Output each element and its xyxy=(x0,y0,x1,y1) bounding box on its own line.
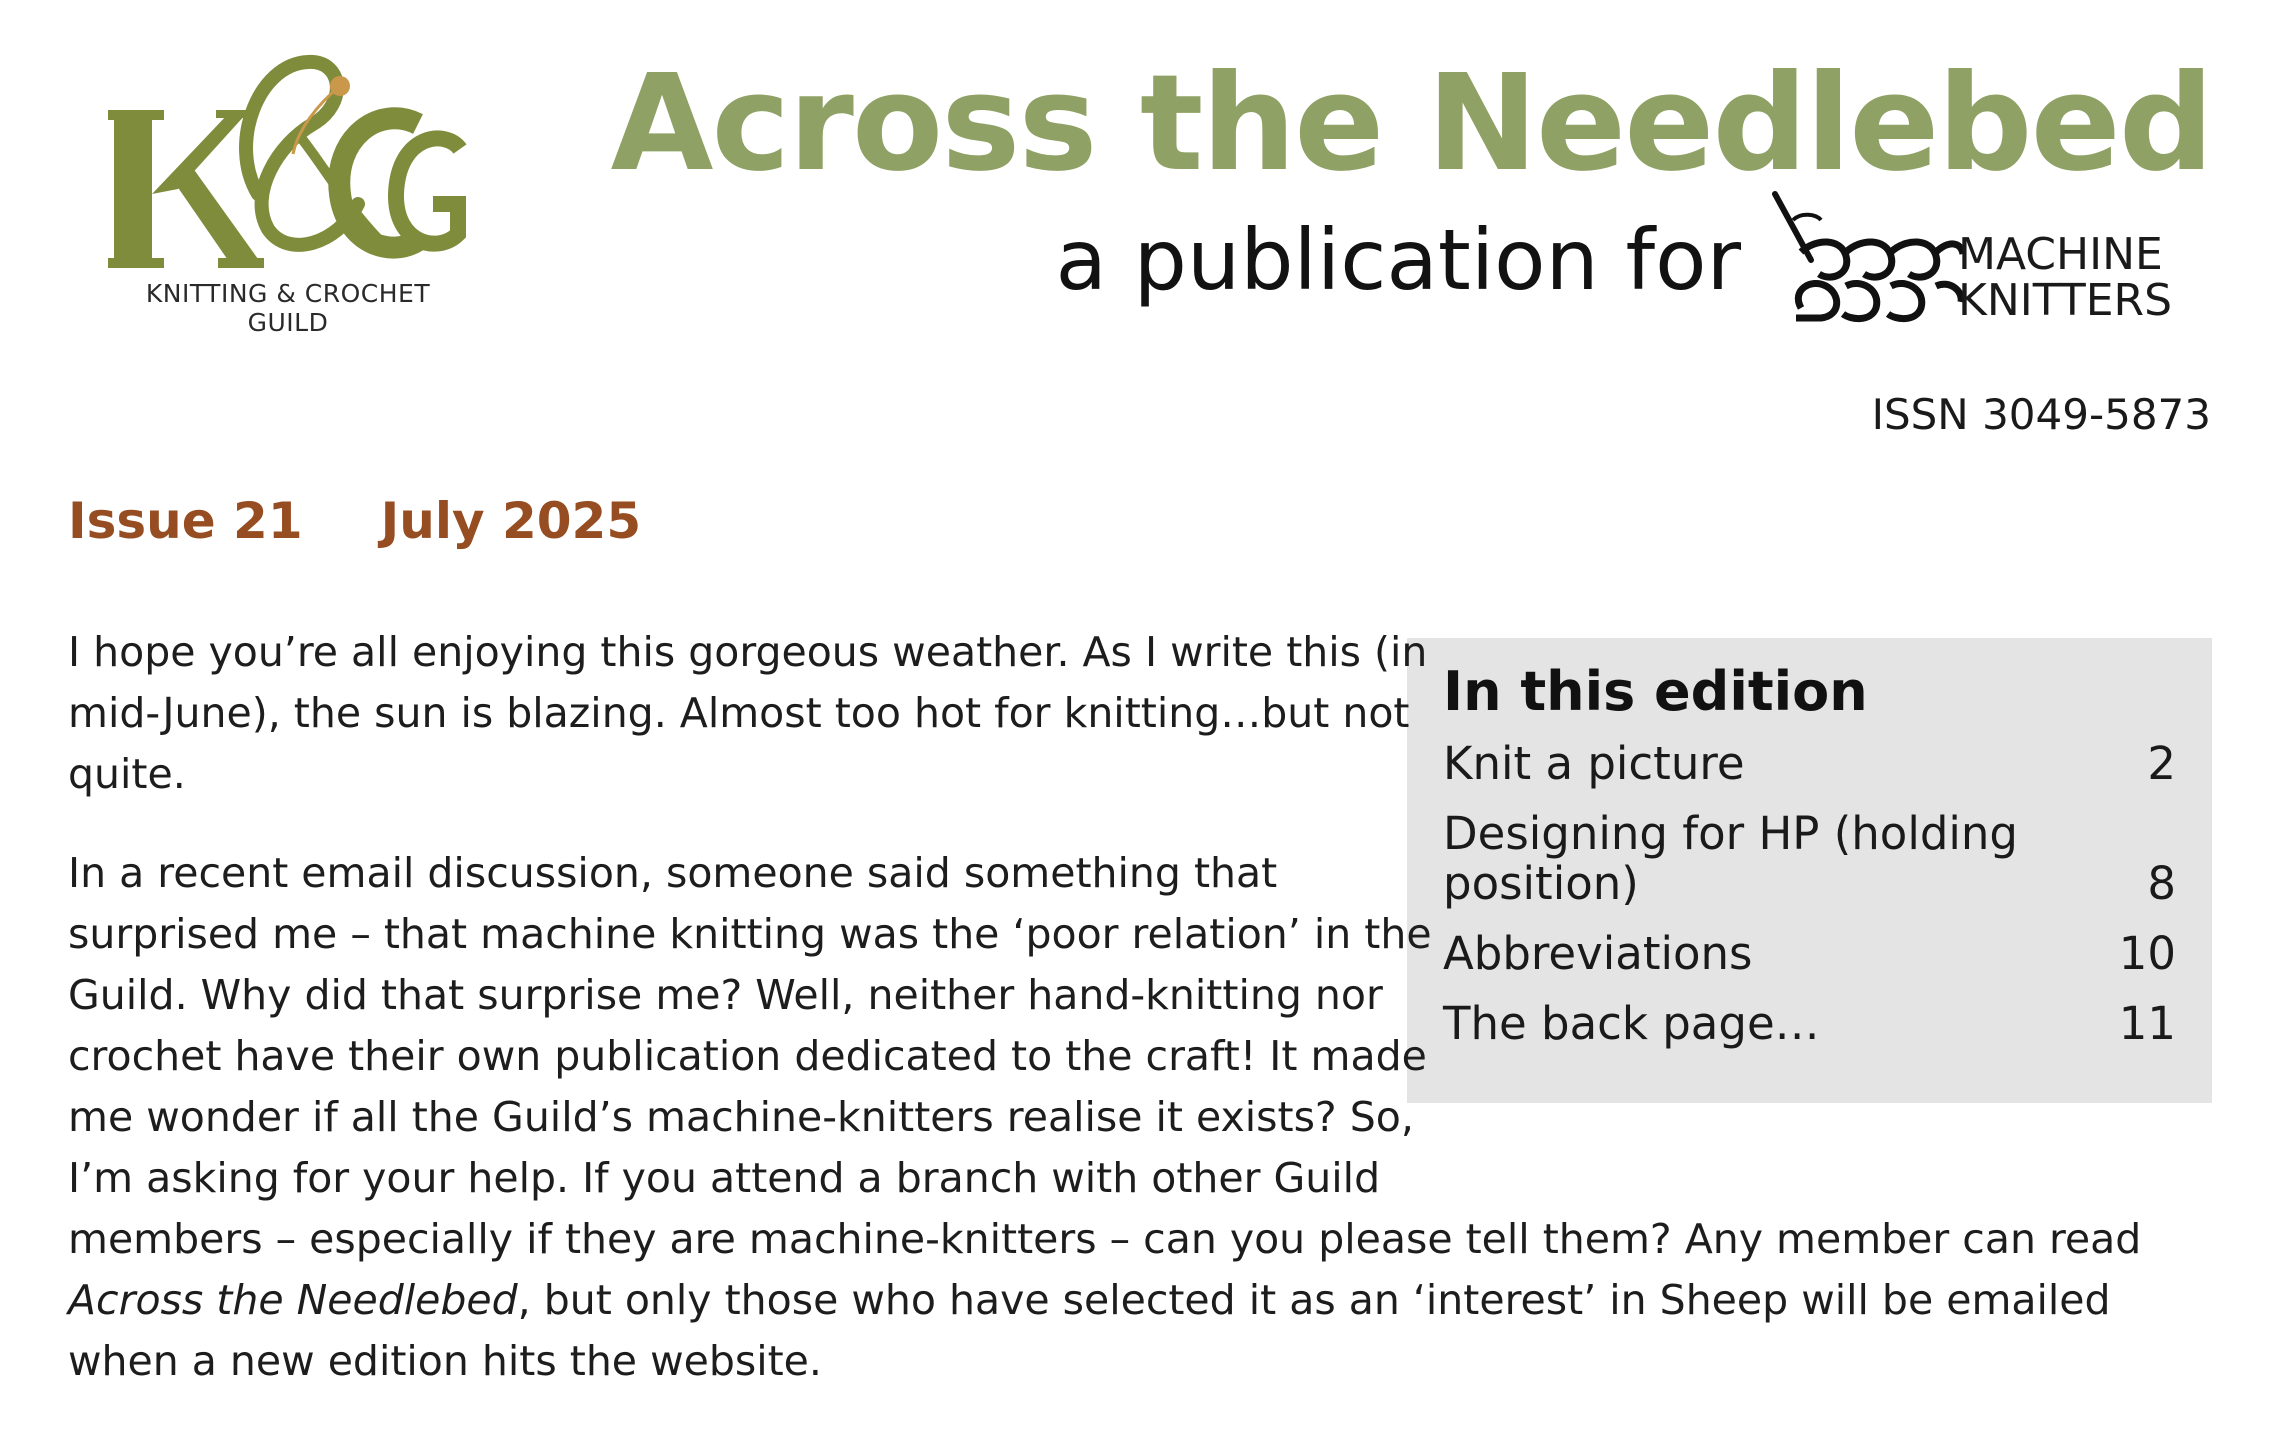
publication-title: Across the Needlebed xyxy=(610,47,2212,201)
mk-line-knitters: KNITTERS xyxy=(1958,275,2173,326)
issn-number: ISSN 3049-5873 xyxy=(1871,390,2211,439)
publication-subtitle: a publication for xyxy=(1055,211,1741,309)
paragraph-request-end: , but only those who have selected it as an ‘interest’ in Sheep will be emailed when a new edition hits the website. xyxy=(68,1276,2111,1385)
toc-item-title: Knit a picture xyxy=(1443,736,1745,790)
toc-item-title: Abbreviations xyxy=(1443,926,1753,980)
toc-spacer xyxy=(1433,622,2218,1157)
issue-line xyxy=(68,492,641,550)
toc-item-title: Designing for HP (holding position) xyxy=(1443,806,2018,910)
toc-item-page: 8 xyxy=(2147,856,2176,910)
toc-item-title: The back page… xyxy=(1443,996,1820,1050)
toc-item-page: 2 xyxy=(2147,736,2176,790)
publication-title-italic: Across the Needlebed xyxy=(68,1276,518,1324)
issue-number: Issue 21 xyxy=(68,492,303,550)
machine-knitters-wordmark xyxy=(1958,229,2173,326)
paragraph-request-text: In a recent email discussion, someone said something that surprised me – that machine knitting was the ‘poor relation’ in the Guild. Why did that surprise me? Well, neither hand-knitting nor crochet have their own publication dedicated to the craft! It made me wonder if all the Guild’s machine-knitters realise it exists? So, I’m asking for your help. If you attend a branch with other Guild members – especially if they are machine-knitters – can you please tell them? Any member can read xyxy=(68,849,2142,1263)
mk-line-machine: MACHINE xyxy=(1958,229,2163,280)
toc-item-page: 11 xyxy=(2118,996,2176,1050)
logo-caption: KNITTING & CROCHET GUILD xyxy=(145,279,431,337)
machine-knitters-logo xyxy=(1771,190,2211,330)
kg-logo xyxy=(108,44,478,337)
paragraph-intro: I hope you’re all enjoying this gorgeous weather. As I write this (in mid-June), the sun is blazing. Almost too hot for knitting…but not quite. xyxy=(68,628,1428,798)
editorial-body xyxy=(68,622,2218,1430)
issue-date: July 2025 xyxy=(380,492,642,550)
subtitle-row xyxy=(1056,190,2212,330)
toc-heading: In this edition xyxy=(1443,660,1868,723)
kg-monogram-icon xyxy=(108,44,478,284)
toc-item-page: 10 xyxy=(2118,926,2176,980)
